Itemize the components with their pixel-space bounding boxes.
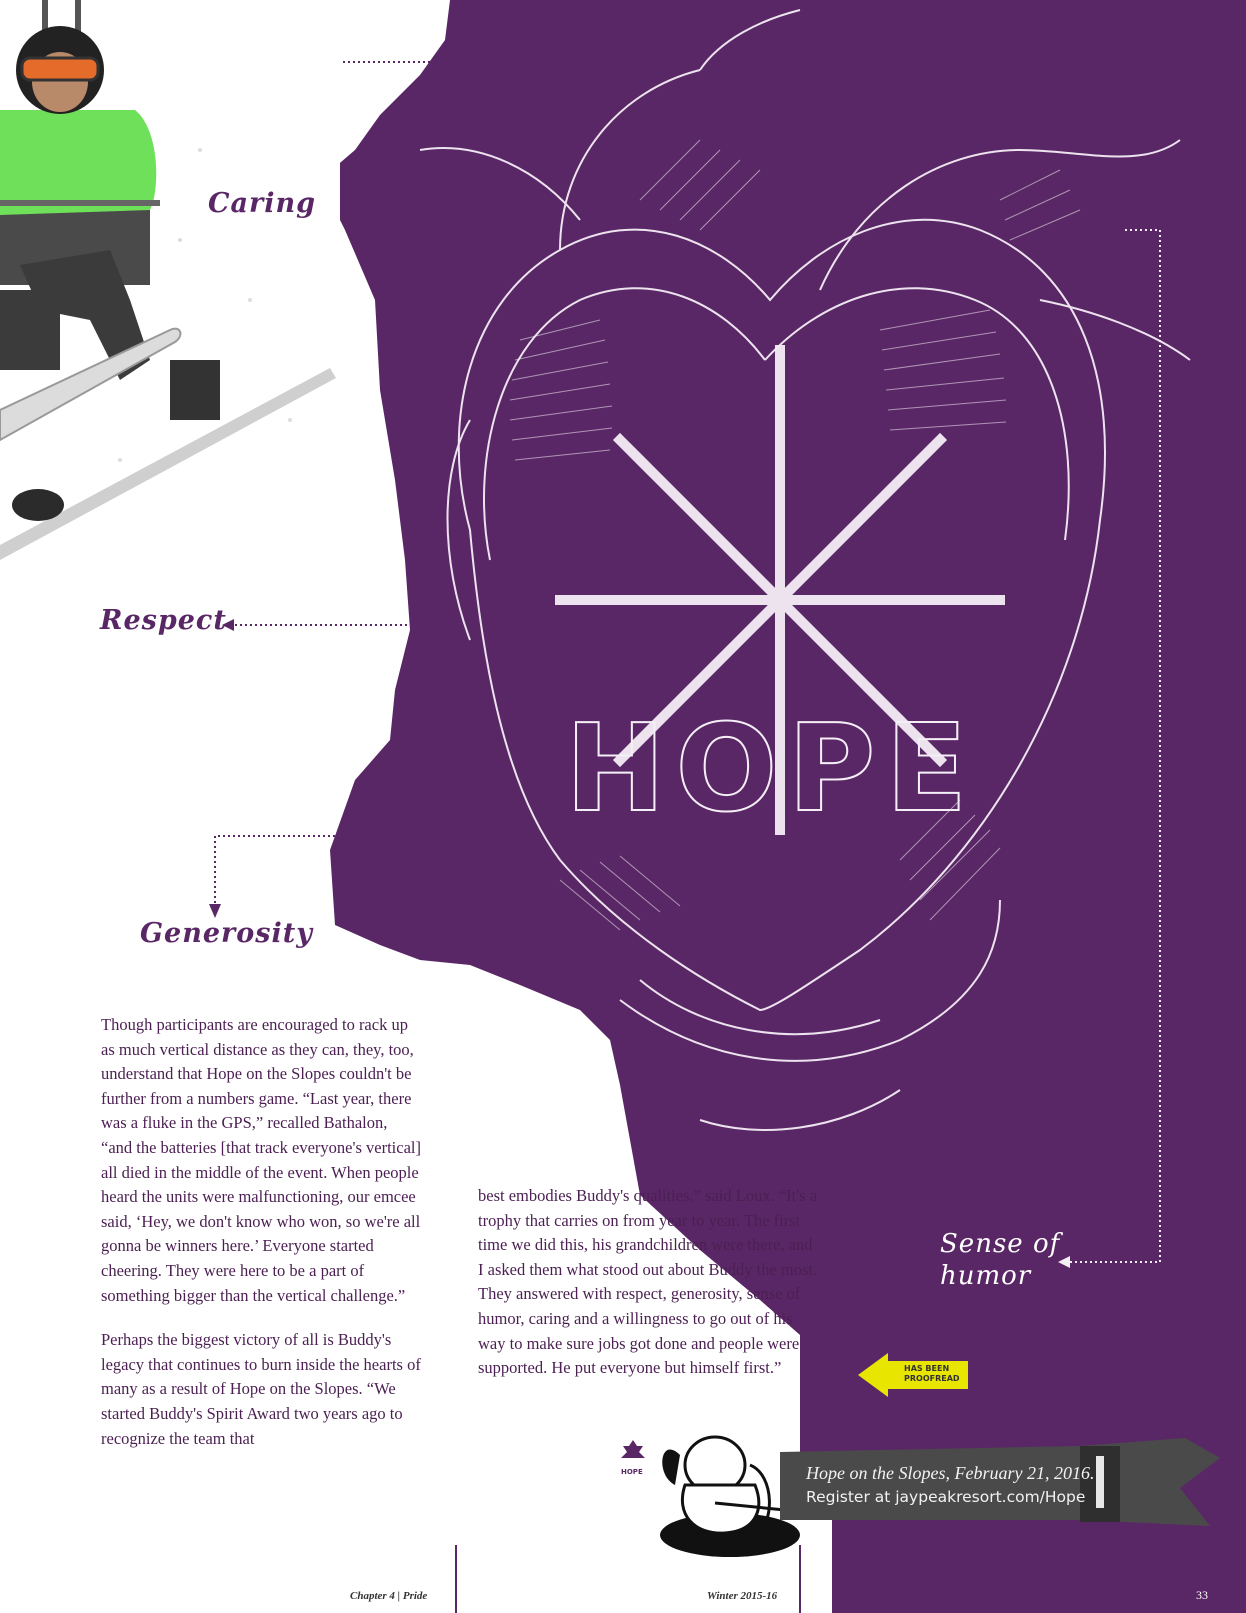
article-paragraph: Perhaps the biggest victory of all is Buddy's legacy that continues to burn inside the hearts of many as a result of Hope on the Slopes. “We started Buddy's Spirit Award two years ago to recognize the team that [101,1330,421,1448]
trait-caring: Caring [208,188,316,219]
hope-logo-label: HOPE [621,1468,643,1476]
footer-chapter: Chapter 4 | Pride [350,1590,428,1602]
trait-sense-of-humor: Sense of humor [940,1229,1061,1291]
article-paragraph: Though participants are encouraged to rack up as much vertical distance as they can, they, too, understand that Hope on the Slopes couldn't be further from a numbers game. “Last year, there was a fluke in the GPS,” recalled Bathalon, “and the batteries [that track everyone's vertical] all died in the middle of the event. When people heard the units were malfunctioning, our emcee said, ‘Hey, we don't know who won, so we're all gonna be winners here.’ Everyone started cheering. They were here to be a part of something bigger than the vertical challenge.” [101,1015,421,1305]
trait-respect: Respect [100,605,227,636]
hope-logo-icon [621,1440,645,1470]
page-number: 33 [1196,1588,1208,1602]
snowboarder-photo [0,0,340,570]
article-column-1 [101,1013,421,1471]
banner-register-link[interactable]: Register at jaypeakresort.com/Hope [806,1488,1086,1506]
article-paragraph: best embodies Buddy's qualities,” said Loux. “It's a trophy that carries on from year to year. The first time we did this, his grandchildren were there, and I asked them what stood out about Buddy the most. They answered with respect, generosity, sense of humor, caring and a willingness to go out of his way to make sure jobs got done and people were supported. He put everyone but himself first.” [478,1186,818,1378]
heart-hope-lettering: HOPE [565,700,978,839]
proofread-label: HAS BEEN PROOFREAD [904,1364,960,1383]
footer-issue: Winter 2015-16 [707,1590,778,1602]
footer-divider [455,1545,457,1613]
article-column-2 [478,1184,818,1401]
event-banner [780,1438,1220,1530]
banner-event-date: Hope on the Slopes, February 21, 2016. [806,1463,1095,1483]
footer-divider [799,1545,801,1613]
trait-generosity: Generosity [140,918,313,949]
